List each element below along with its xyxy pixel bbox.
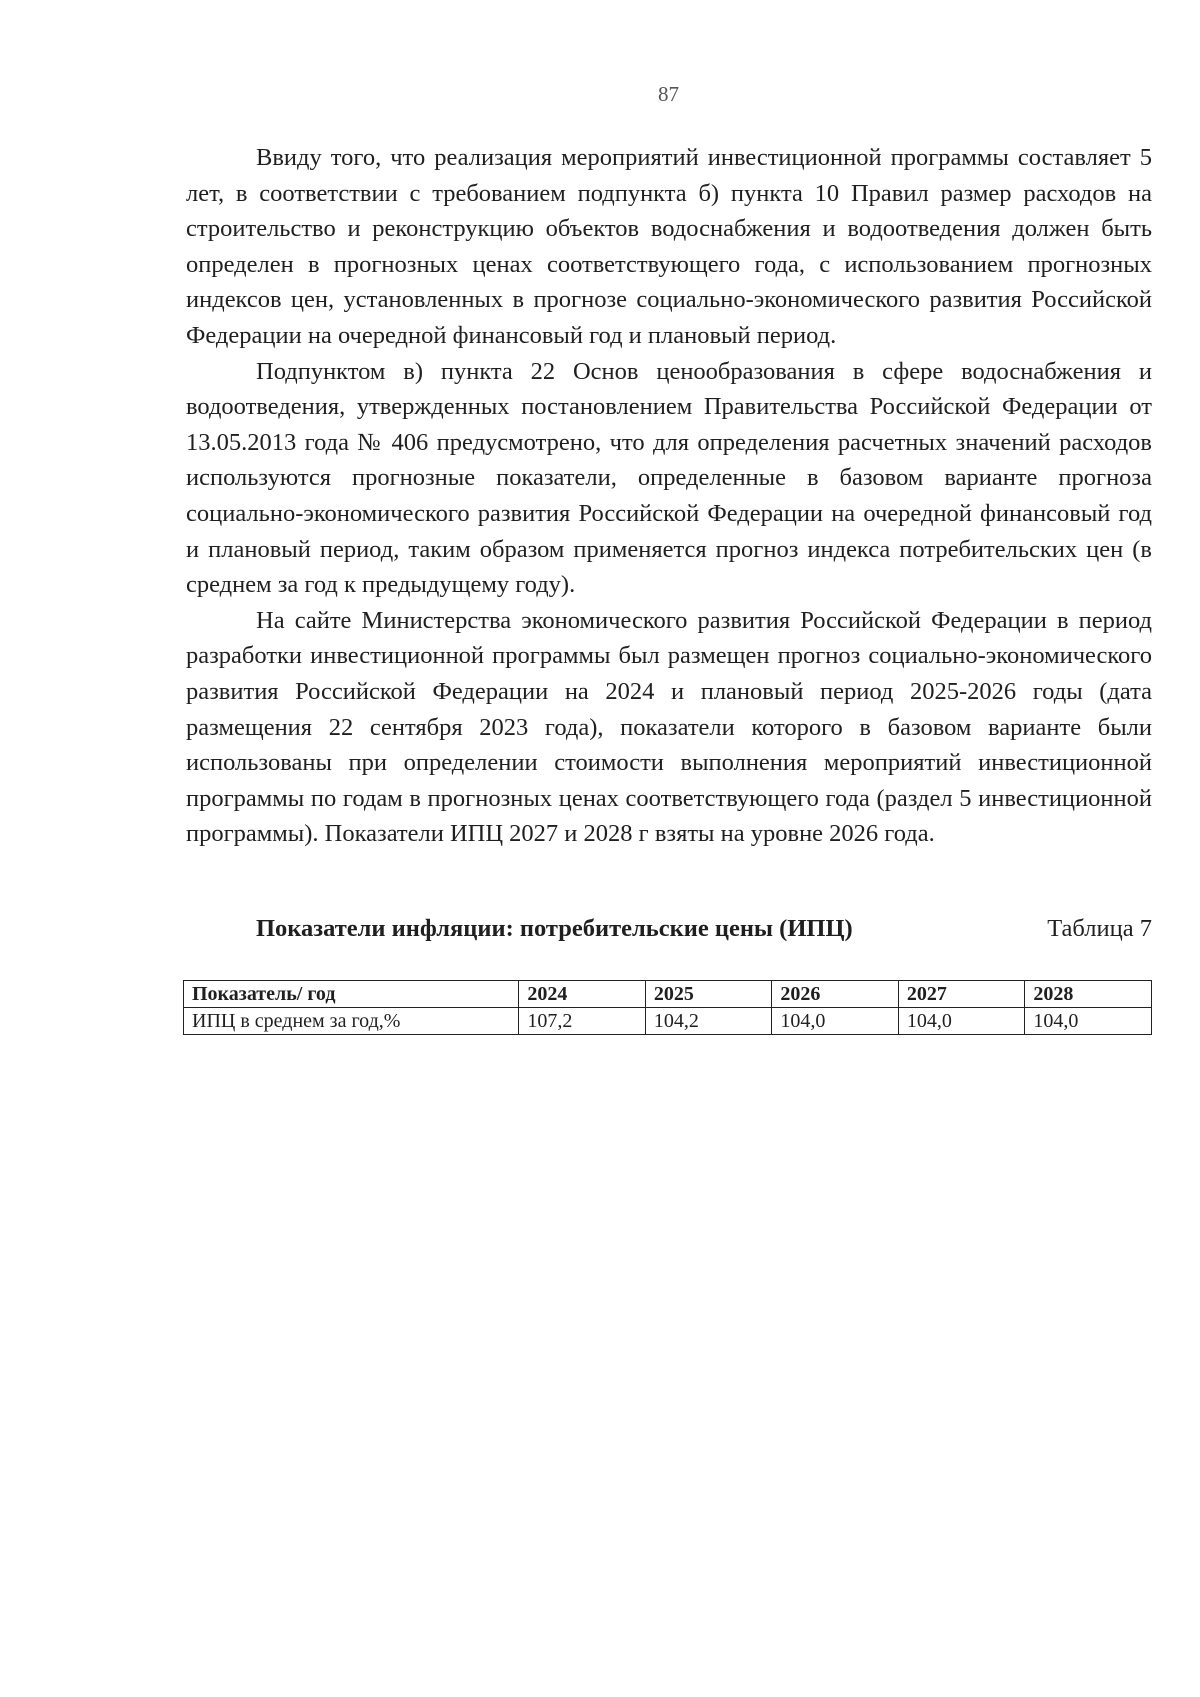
table-header-row	[184, 981, 1152, 1008]
paragraph: Ввиду того, что реализация мероприятий инвестиционной программы составляет 5 лет, в соответствии с требованием подпункта б) пункта 10 Правил размер расходов на строительство и реконструкцию объектов водоснабжения и водоотведения должен быть определен в прогнозных ценах соответствующего года, с использованием прогнозных индексов цен, установленных в прогнозе социально-экономического развития Российской Федерации на очередной финансовый год и плановый период.	[186, 144, 1152, 349]
page-number: 87	[658, 82, 679, 106]
table-header-cell: 2026	[772, 981, 899, 1008]
table-cell: 104,2	[645, 1008, 772, 1035]
table-number-label: Таблица 7	[1047, 915, 1152, 942]
paragraph: Подпунктом в) пункта 22 Основ ценообразования в сфере водоснабжения и водоотведения, утвержденных постановлением Правительства Российской Федерации от 13.05.2013 года № 406 предусмотрено, что для определения расчетных значений расходов используются прогнозные показатели, определенные в базовом варианте прогноза социально-экономического развития Российской Федерации на очередной финансовый год и плановый период, таким образом применяется прогноз индекса потребительских цен (в среднем за год к предыдущему году).	[186, 357, 1152, 599]
table-caption	[186, 915, 1152, 951]
table-header-cell: 2024	[519, 981, 646, 1008]
table-cell: 104,0	[772, 1008, 899, 1035]
table-header-cell: Показатель/ год	[184, 981, 519, 1008]
table-cell: ИПЦ в среднем за год,%	[184, 1008, 519, 1035]
table-header-cell: 2027	[898, 981, 1025, 1008]
table-cell: 104,0	[1025, 1008, 1152, 1035]
body-text	[186, 140, 1152, 852]
table-header-cell: 2028	[1025, 981, 1152, 1008]
table-title: Показатели инфляции: потребительские цены (ИПЦ)	[256, 915, 853, 942]
table-cell: 104,0	[898, 1008, 1025, 1035]
paragraph: На сайте Министерства экономического развития Российской Федерации в период разработки инвестиционной программы был размещен прогноз социально-экономического развития Российской Федерации на 2024 и плановый период 2025-2026 годы (дата размещения 22 сентября 2023 года), показатели которого в базовом варианте были использованы при определении стоимости выполнения мероприятий инвестиционной программы по годам в прогнозных ценах соответствующего года (раздел 5 инвестиционной программы). Показатели ИПЦ 2027 и 2028 г взяты на уровне 2026 года.	[186, 606, 1152, 848]
inflation-table	[183, 980, 1152, 1035]
table-header-cell: 2025	[645, 981, 772, 1008]
table-cell: 107,2	[519, 1008, 646, 1035]
table-row	[184, 1008, 1152, 1035]
